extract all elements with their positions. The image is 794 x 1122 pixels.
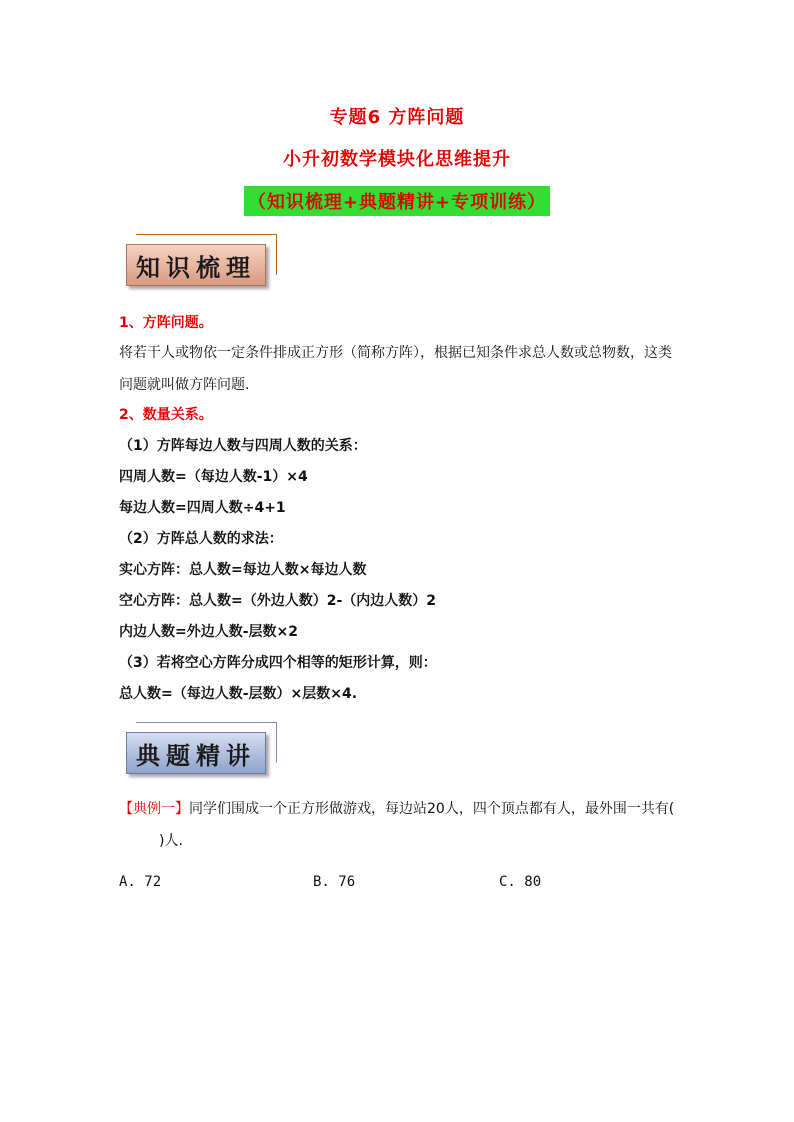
section-title-examples: 典题精讲 bbox=[126, 732, 266, 774]
section-badge-examples bbox=[126, 722, 274, 772]
example-text-end: )人. bbox=[159, 833, 183, 849]
example-question bbox=[119, 793, 679, 857]
example-label: 【典例一】 bbox=[119, 801, 189, 817]
relation-line-2: 四周人数=（每边人数-1）×4 bbox=[119, 469, 308, 485]
section-title-knowledge: 知识梳理 bbox=[126, 244, 266, 286]
relation-line-1: （1）方阵每边人数与四周人数的关系： bbox=[119, 438, 367, 454]
example-text: 同学们围成一个正方形做游戏，每边站20人，四个顶点都有人，最外围一共有( bbox=[189, 801, 675, 817]
relation-line-7: 内边人数=外边人数-层数×2 bbox=[119, 624, 299, 640]
option-c: C. 80 bbox=[499, 874, 542, 890]
relation-line-9: 总人数=（每边人数-层数）×层数×4. bbox=[119, 686, 358, 702]
heading-quantity-relation: 2、数量关系。 bbox=[119, 407, 213, 423]
definition-paragraph: 将若干人或物依一定条件排成正方形（简称方阵），根据已知条件求总人数或总物数，这类问题就叫做方阵问题. bbox=[119, 345, 672, 393]
page-subtitle: 小升初数学模块化思维提升 bbox=[283, 149, 511, 170]
relation-line-6: 空心方阵：总人数=（外边人数）2-（内边人数）2 bbox=[119, 593, 437, 609]
relation-line-3: 每边人数=四周人数÷4+1 bbox=[119, 500, 286, 516]
relation-line-5: 实心方阵：总人数=每边人数×每边人数 bbox=[119, 562, 367, 578]
tagline: （知识梳理+典题精讲+专项训练） bbox=[244, 186, 550, 216]
option-a: A. 72 bbox=[119, 874, 162, 890]
relation-line-4: （2）方阵总人数的求法： bbox=[119, 531, 283, 547]
page-title: 专题6 方阵问题 bbox=[329, 107, 465, 128]
section-badge-knowledge bbox=[126, 234, 274, 284]
option-b: B. 76 bbox=[313, 874, 356, 890]
heading-square-array: 1、方阵问题。 bbox=[119, 315, 213, 331]
relation-line-8: （3）若将空心方阵分成四个相等的矩形计算，则： bbox=[119, 655, 437, 671]
tagline-wrap bbox=[0, 186, 794, 216]
